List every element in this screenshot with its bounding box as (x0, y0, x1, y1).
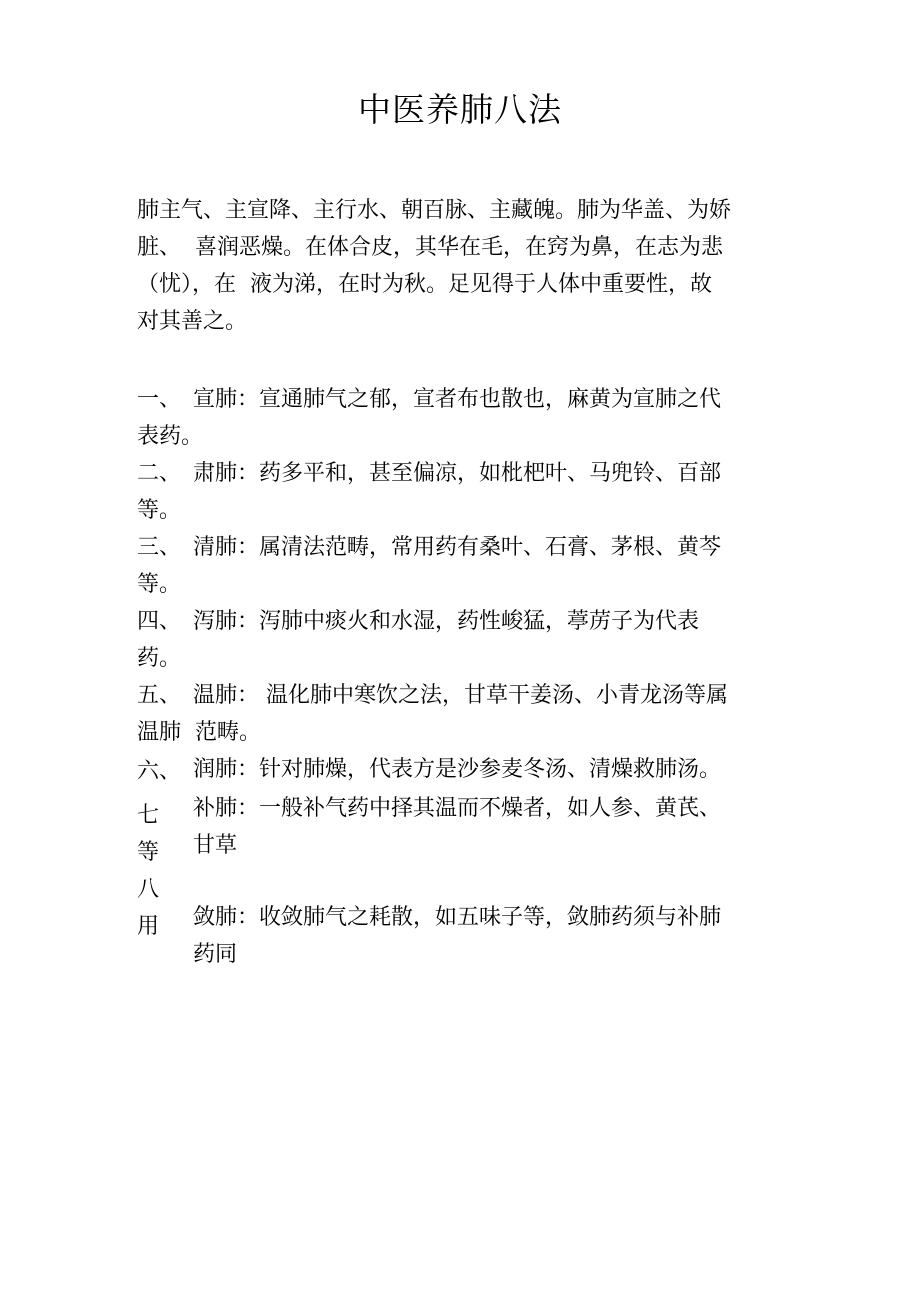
side-char-4: 用 (137, 914, 160, 939)
intro-line-3: （忧），在 液为涕，在时为秋。足见得于人体中重要性，故 (137, 272, 712, 297)
page-title: 中医养肺八法 (358, 90, 562, 129)
method-3-text: 清肺：属清法范畴，常用药有桑叶、石膏、茅根、黄芩 (193, 535, 722, 560)
method-7-text: 补肺：一般补气药中择其温而不燥者，如人参、黄芪、 (193, 796, 722, 821)
method-1-text: 宣肺：宣通肺气之郁，宣者布也散也，麻黄为宣肺之代 (193, 387, 722, 412)
method-5-text: 温肺： 温化肺中寒饮之法，甘草干姜汤、小青龙汤等属 (193, 683, 728, 708)
method-2-continuation: 等。 (137, 498, 182, 523)
side-char-1: 七 (137, 803, 160, 828)
method-3-continuation: 等。 (137, 572, 182, 597)
method-3-number: 三、 (137, 535, 182, 560)
method-2-text: 肃肺：药多平和，甚至偏凉，如枇杷叶、马兜铃、百部 (193, 461, 722, 486)
intro-line-2: 脏、 喜润恶燥。在体合皮，其华在毛，在窍为鼻，在志为悲 (137, 235, 723, 260)
side-char-3: 八 (137, 877, 160, 902)
method-4-continuation: 药。 (137, 646, 182, 671)
side-char-2: 等 (137, 840, 160, 865)
intro-line-4: 对其善之。 (137, 309, 248, 334)
method-6-text: 润肺：针对肺燥，代表方是沙参麦冬汤、清燥救肺汤。 (193, 757, 722, 782)
method-4-number: 四、 (137, 609, 182, 634)
method-2-number: 二、 (137, 461, 182, 486)
method-8-text: 敛肺：收敛肺气之耗散，如五味子等，敛肺药须与补肺 (193, 905, 722, 930)
method-1-continuation: 表药。 (137, 424, 204, 449)
method-7-continuation: 甘草 (193, 833, 238, 858)
method-5-number: 五、 (137, 683, 182, 708)
intro-line-1: 肺主气、主宣降、主行水、朝百脉、主藏魄。肺为华盖、为娇 (137, 198, 732, 223)
method-8-continuation: 药同 (193, 942, 238, 967)
method-1-number: 一、 (137, 387, 182, 412)
method-6-number: 六、 (137, 759, 182, 784)
method-5-continuation: 温肺 范畴。 (137, 720, 261, 745)
method-4-text: 泻肺：泻肺中痰火和水湿，药性峻猛，葶苈子为代表 (193, 609, 700, 634)
